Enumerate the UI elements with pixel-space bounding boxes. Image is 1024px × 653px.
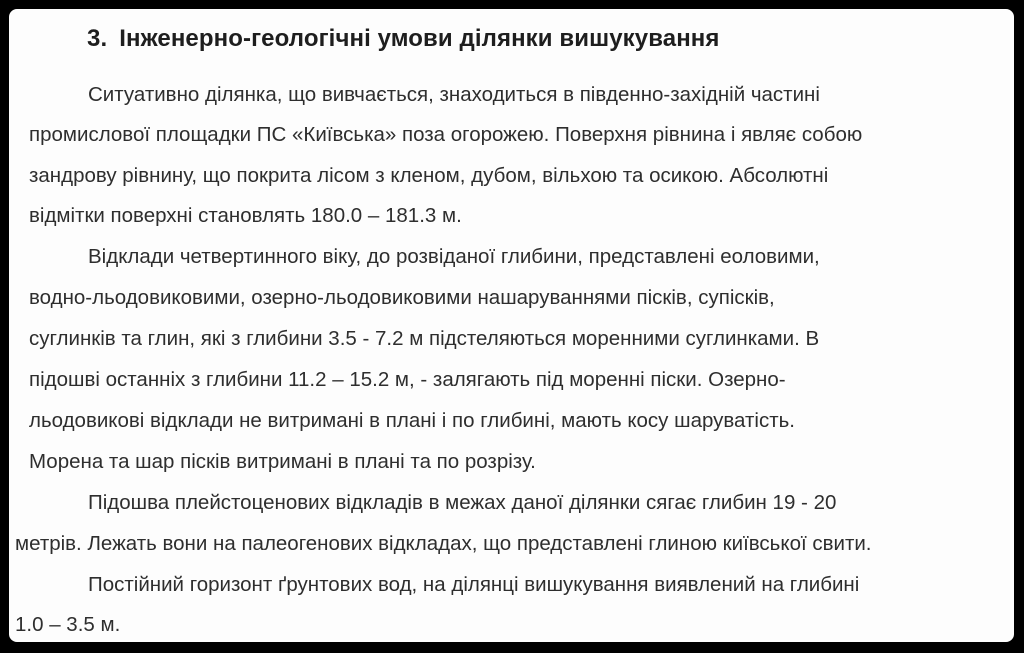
paragraph-4-line-2: 1.0 – 3.5 м. xyxy=(15,613,121,636)
document-frame xyxy=(9,9,1014,642)
paragraph-3-line-2: метрів. Лежать вони на палеогенових відкладах, що представлені глиною київської свити. xyxy=(15,532,872,555)
section-number: 3. xyxy=(87,25,108,52)
paragraph-1-line-1 xyxy=(88,83,991,107)
section-heading xyxy=(87,25,720,53)
paragraph-1-line-4: відмітки поверхні становлять 180.0 – 181.3 м. xyxy=(29,204,462,227)
paragraph-2-line-5: льодовикові відклади не витримані в плані і по глибині, мають косу шаруватість. xyxy=(29,409,795,432)
paragraph-2-line-1: Відклади четвертинного віку, до розвіданої глибини, представлені еоловими, xyxy=(88,245,820,268)
document-page xyxy=(9,9,1014,642)
paragraph-1-line-3: зандрову рівнину, що покрита лісом з кленом, дубом, вільхою та осикою. Абсолютні xyxy=(29,164,829,187)
paragraph-2-line-2: водно-льодовиковими, озерно-льодовиковими нашаруваннями пісків, супісків, xyxy=(29,286,775,309)
paragraph-3-line-1: Підошва плейстоценових відкладів в межах даної ділянки сягає глибин 19 - 20 xyxy=(88,491,837,514)
paragraph-2-line-4: підошві останніх з глибини 11.2 – 15.2 м, - залягають під моренні піски. Озерно- xyxy=(29,368,786,391)
paragraph-text: Ситуативно ділянка, що вивчається, знаходиться в південно-західній частині xyxy=(88,83,820,106)
paragraph-2-line-6: Морена та шар пісків витримані в плані та по розрізу. xyxy=(29,450,536,473)
paragraph-4-line-1: Постійний горизонт ґрунтових вод, на ділянці вишукування виявлений на глибині xyxy=(88,573,860,596)
section-title: Інженерно-геологічні умови ділянки вишукування xyxy=(119,25,720,52)
paragraph-2-line-3: суглинків та глин, які з глибини 3.5 - 7.2 м підстеляються моренними суглинками. В xyxy=(29,327,820,350)
paragraph-1-line-2: промислової площадки ПС «Київська» поза огорожею. Поверхня рівнина і являє собою xyxy=(29,123,863,146)
